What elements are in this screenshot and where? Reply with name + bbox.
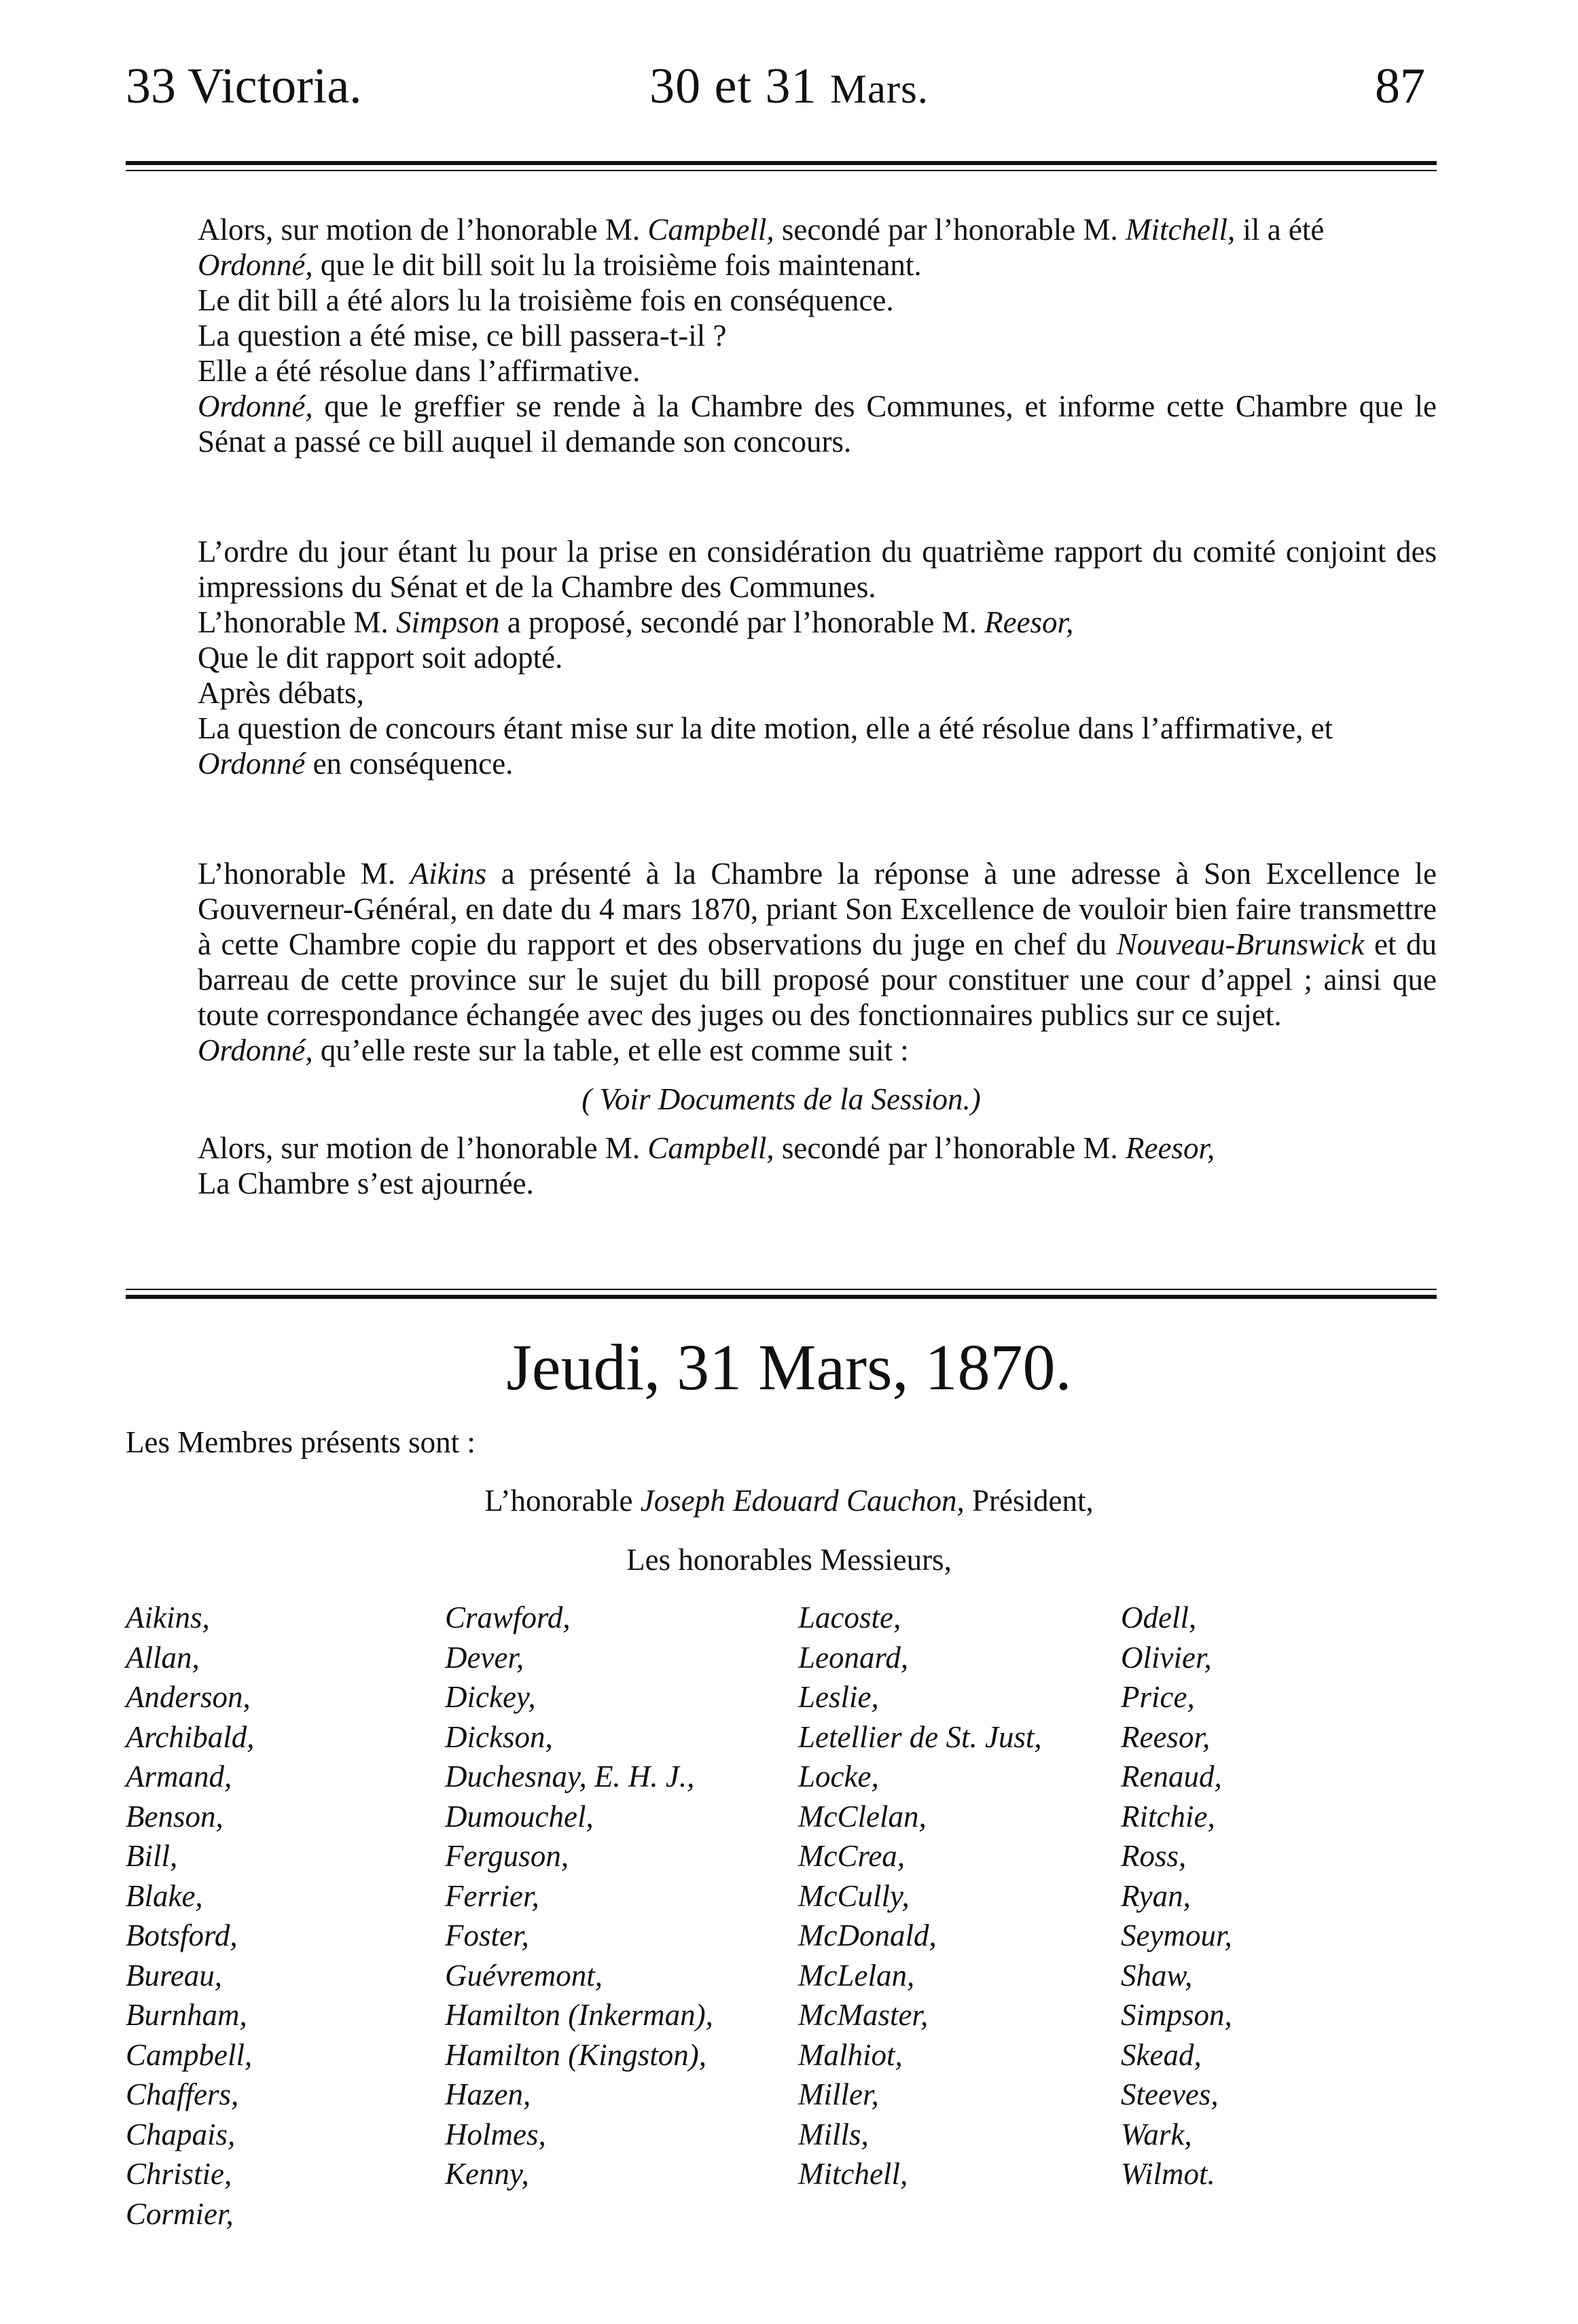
paragraph — [126, 247, 1437, 283]
members-lead: Les Membres présents sont : — [126, 1425, 476, 1459]
member-name: Ferrier, — [445, 1878, 539, 1913]
member-name: Reesor, — [1121, 1719, 1211, 1754]
member-name: Odell, — [1121, 1601, 1197, 1634]
member-name: Botsford, — [126, 1918, 238, 1952]
member-name: Allan, — [126, 1640, 200, 1675]
member-name: Archibald, — [126, 1719, 255, 1754]
section-report-adoption — [126, 534, 1437, 781]
members-column-3 — [798, 1598, 1042, 2194]
text: que le dit bill soit lu la troisième fois maintenant. — [312, 248, 922, 282]
member-name: McCrea, — [798, 1839, 905, 1873]
members-column-2 — [445, 1598, 713, 2194]
member-name: Leonard, — [798, 1640, 909, 1675]
paragraph: La question a été mise, ce bill passera-t-il ? — [198, 319, 727, 353]
text: Alors, sur motion de l’honorable M. — [198, 213, 648, 247]
paragraph — [126, 746, 1437, 781]
section-rule-thick — [126, 1295, 1437, 1299]
ordonne: Ordonné, — [198, 248, 313, 282]
text: secondé par l’honorable M. — [774, 213, 1126, 247]
section-address-reply — [126, 856, 1437, 1201]
member-name: Ross, — [1121, 1839, 1187, 1873]
member-name: Dickson, — [445, 1719, 553, 1754]
member-name: Bureau, — [126, 1958, 223, 1992]
member-name: Lacoste, — [798, 1601, 901, 1634]
member-name: Chapais, — [126, 2117, 236, 2151]
member-name: Aikins, — [126, 1601, 210, 1634]
paragraph: La Chambre s’est ajournée. — [198, 1166, 534, 1200]
paragraph: L’ordre du jour étant lu pour la prise en considération du quatrième rapport du comité conjoint des impressions du Sénat et de la Chambre des Communes. — [198, 535, 1437, 604]
member-name: Cormier, — [126, 2196, 234, 2231]
member-name: Christie, — [126, 2157, 232, 2191]
member-name: Burnham, — [126, 1998, 247, 2032]
member-name: Mitchell, — [798, 2157, 908, 2191]
member-name: McMaster, — [798, 1998, 929, 2032]
member-name: Hamilton (Inkerman), — [445, 1998, 713, 2032]
member-name: Duchesnay, E. H. J., — [445, 1759, 695, 1793]
member-name: Wilmot. — [1121, 2157, 1215, 2191]
member-name: Shaw, — [1121, 1958, 1193, 1992]
member-name: Mills, — [798, 2117, 869, 2151]
member-name: Blake, — [126, 1878, 203, 1913]
paragraph — [126, 1130, 1437, 1166]
section-rule-thin — [126, 1289, 1437, 1290]
paragraph: Le dit bill a été alors lu la troisième fois en conséquence. — [198, 283, 894, 317]
text: Président, — [964, 1484, 1094, 1518]
ordonne: Ordonné, — [198, 389, 313, 423]
header-rule-thin — [126, 170, 1437, 171]
paragraph — [126, 605, 1437, 640]
header-left: 33 Victoria. — [126, 58, 362, 114]
member-name: Benson, — [126, 1799, 223, 1834]
member-name: Armand, — [126, 1759, 232, 1793]
document-reference: ( Voir Documents de la Session.) — [581, 1082, 981, 1116]
header-center — [0, 58, 1578, 114]
member-name: Skead, — [1121, 2037, 1202, 2072]
text: a proposé, secondé par l’honorable M. — [499, 605, 985, 639]
place-name: Nouveau-Brunswick — [1116, 927, 1365, 961]
member-name: McLelan, — [798, 1958, 915, 1992]
member-name: Steeves, — [1121, 2077, 1219, 2111]
paragraph — [126, 1033, 1437, 1068]
member-name: Seymour, — [1121, 1918, 1232, 1952]
member-name: Dickey, — [445, 1680, 536, 1714]
text: L’honorable — [484, 1484, 641, 1518]
president-line — [0, 1483, 1578, 1518]
member-name: Anderson, — [126, 1680, 251, 1714]
member-name: Aikins — [410, 857, 487, 891]
member-name: Campbell, — [126, 2037, 253, 2072]
member-name: Locke, — [798, 1759, 879, 1793]
paragraph — [126, 856, 1437, 1033]
text: L’honorable M. — [198, 605, 397, 639]
member-name: Letellier de St. Just, — [798, 1719, 1042, 1754]
text: a présenté à la Chambre la réponse à une adresse à Son Excellence le Gouverneur-Général, en date du 4 mars 1870, priant Son Excellence de vouloir bien faire transmettre à cette Chambre copie du rapport et des observations du juge en chef du — [198, 857, 1437, 961]
text: et du barreau de cette province sur le sujet du bill proposé pour constituer une cour d’appel ; ainsi que toute correspondance échangée avec des juges ou des fonctionnaires publics sur ce sujet. — [198, 927, 1437, 1032]
header-month: Mars. — [830, 67, 929, 112]
member-name: Mitchell, — [1126, 213, 1236, 247]
member-name: Ferguson, — [445, 1839, 569, 1873]
member-name: Dumouchel, — [445, 1799, 594, 1834]
text: en conséquence. — [305, 747, 514, 781]
member-name: Guévremont, — [445, 1958, 603, 1992]
member-name: Reesor, — [1126, 1131, 1215, 1165]
member-name: Olivier, — [1121, 1640, 1212, 1675]
member-name: Holmes, — [445, 2117, 546, 2151]
member-name: Price, — [1121, 1680, 1195, 1714]
text: qu’elle reste sur la table, et elle est comme suit : — [312, 1033, 909, 1067]
members-column-1 — [126, 1598, 255, 2234]
member-name: Leslie, — [798, 1680, 879, 1714]
text: que le greffier se rende à la Chambre des Communes, et informe cette Chambre que le Sénat a passé ce bill auquel il demande son concours. — [198, 389, 1437, 459]
paragraph: Elle a été résolue dans l’affirmative. — [198, 354, 641, 388]
member-name: Malhiot, — [798, 2037, 903, 2072]
text: il a été — [1235, 213, 1325, 247]
ordonne: Ordonné, — [198, 1033, 313, 1067]
paragraph: La question de concours étant mise sur la dite motion, elle a été résolue dans l’affirmative, et — [198, 711, 1333, 745]
page-number: 87 — [1375, 58, 1425, 114]
member-name: Dever, — [445, 1640, 524, 1675]
member-name: Chaffers, — [126, 2077, 239, 2111]
member-name: Crawford, — [445, 1601, 571, 1634]
paragraph — [126, 389, 1437, 459]
member-name: Campbell, — [647, 213, 774, 247]
header-rule-thick — [126, 161, 1437, 165]
paragraph: Que le dit rapport soit adopté. — [198, 641, 563, 675]
paragraph — [126, 212, 1437, 247]
text: Alors, sur motion de l’honorable M. — [198, 1131, 648, 1165]
header-date: 30 et 31 — [649, 58, 831, 114]
section-third-reading — [126, 212, 1437, 459]
member-name: McDonald, — [798, 1918, 937, 1952]
day-title: Jeudi, 31 Mars, 1870. — [506, 1331, 1072, 1404]
member-name: Reesor, — [984, 605, 1074, 639]
ordonne: Ordonné — [198, 747, 306, 781]
member-name: Wark, — [1121, 2117, 1192, 2151]
member-name: Simpson, — [1121, 1998, 1232, 2032]
member-name: McClelan, — [798, 1799, 927, 1834]
member-name: Miller, — [798, 2077, 879, 2111]
president-name: Joseph Edouard Cauchon, — [640, 1484, 965, 1518]
member-name: Foster, — [445, 1918, 529, 1952]
member-name: Ritchie, — [1121, 1799, 1215, 1834]
text: secondé par l’honorable M. — [774, 1131, 1126, 1165]
member-name: Hamilton (Kingston), — [445, 2037, 707, 2072]
member-name: Kenny, — [445, 2157, 529, 2191]
member-name: Bill, — [126, 1839, 178, 1873]
text: L’honorable M. — [198, 857, 410, 891]
member-name: Campbell, — [647, 1131, 774, 1165]
paragraph: Après débats, — [198, 676, 364, 710]
member-name: Hazen, — [445, 2077, 531, 2111]
members-column-4 — [1121, 1598, 1232, 2194]
member-name: Ryan, — [1121, 1878, 1191, 1913]
messieurs-line: Les honorables Messieurs, — [626, 1543, 952, 1577]
member-name: McCully, — [798, 1878, 910, 1913]
member-name: Simpson — [396, 605, 500, 639]
member-name: Renaud, — [1121, 1759, 1222, 1793]
